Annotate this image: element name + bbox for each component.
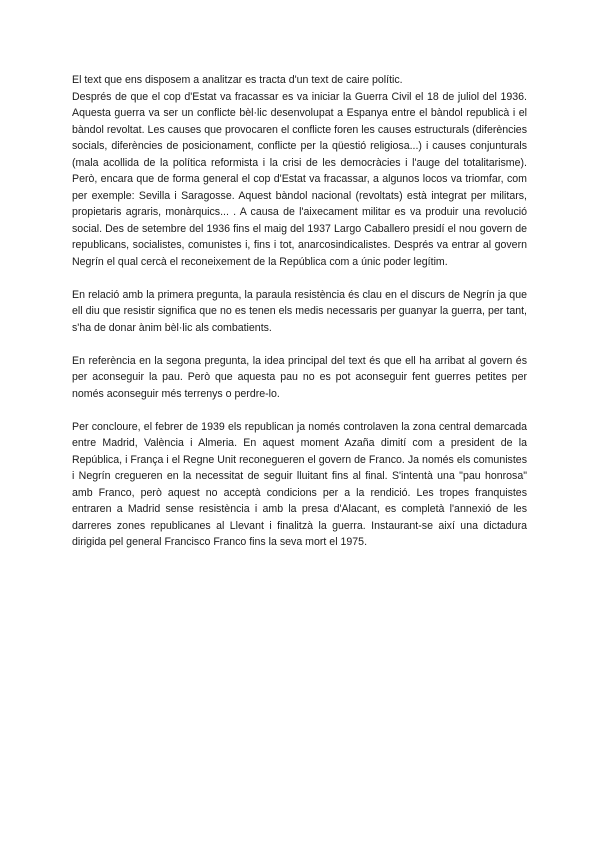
paragraph-conclusion: Per concloure, el febrer de 1939 els republican ja només controlaven la zona central demarcada entre Madrid, València i Almeria. En aquest moment Azaña dimití com a president de la República, i França i el Regne Unit reconegueren el govern de Franco. Ja només els comunistes i Negrín cregueren en la necessitat de seguir lluitant fins al final. S'intentà una "pau honrosa" amb Franco, però aquest no acceptà condicions per a la rendició. Les tropes franquistes entraren a Madrid sense resistència i amb la presa d'Alacant, es completà l'annexió de les darreres zones republicanes al Llevant i finalitzà la guerra. Instaurant-se així una dictadura dirigida pel general Francisco Franco fins la seva mort el 1975. bbox=[72, 420, 527, 548]
paragraph-second-question: En referència en la segona pregunta, la idea principal del text és que ell ha arribat al govern és per aconseguir la pau. Però que aquesta pau no es pot aconseguir fent guerres petites per només aconseguir més terrenys o perdre-lo. bbox=[72, 354, 527, 400]
paragraph-context: Després de que el cop d'Estat va fracassar es va iniciar la Guerra Civil el 18 de juliol del 1936. Aquesta guerra va ser un conflicte bèl·lic desenvolupat a Espanya entre el bàndol republicà i el bàndol revoltat. Les causes que provocaren el conflicte foren les causes estructurals (diferències socials, diferències de posicionament, conflicte per la qüestió religiosa...) i causes conjunturals (mala acollida de la política reformista i la crisi de les democràcies i l'auge del totalitarisme). Però, encara que de forma general el cop d'Estat va fracassar, a algunos locos va triomfar, com per exemple: Sevilla i Saragosse. Aquest bàndol nacional (revoltats) està integrat per militars, propietaris agraris, monàrquics... . A causa de l'aixecament militar es va produir una revolució social. Des de setembre del 1936 fins el maig del 1937 Largo Caballero presidí el nou govern de republicans, socialistes, comunistes i, fins i tot, anarcosindicalistes. Després va entrar al govern Negrín el qual cercà el reconeixement de la República com a únic poder legítim. bbox=[72, 90, 527, 268]
intro-sentence: El text que ens disposem a analitzar es tracta d'un text de caire polític. bbox=[72, 74, 403, 86]
paragraph-first-question: En relació amb la primera pregunta, la paraula resistència és clau en el discurs de Negrín ja que ell diu que resistir significa que no es tenen els medis necessaris per guanyar la guerra, per tant, s'ha de donar ànim bèl·lic als combatients. bbox=[72, 288, 527, 334]
document-body bbox=[72, 72, 527, 567]
